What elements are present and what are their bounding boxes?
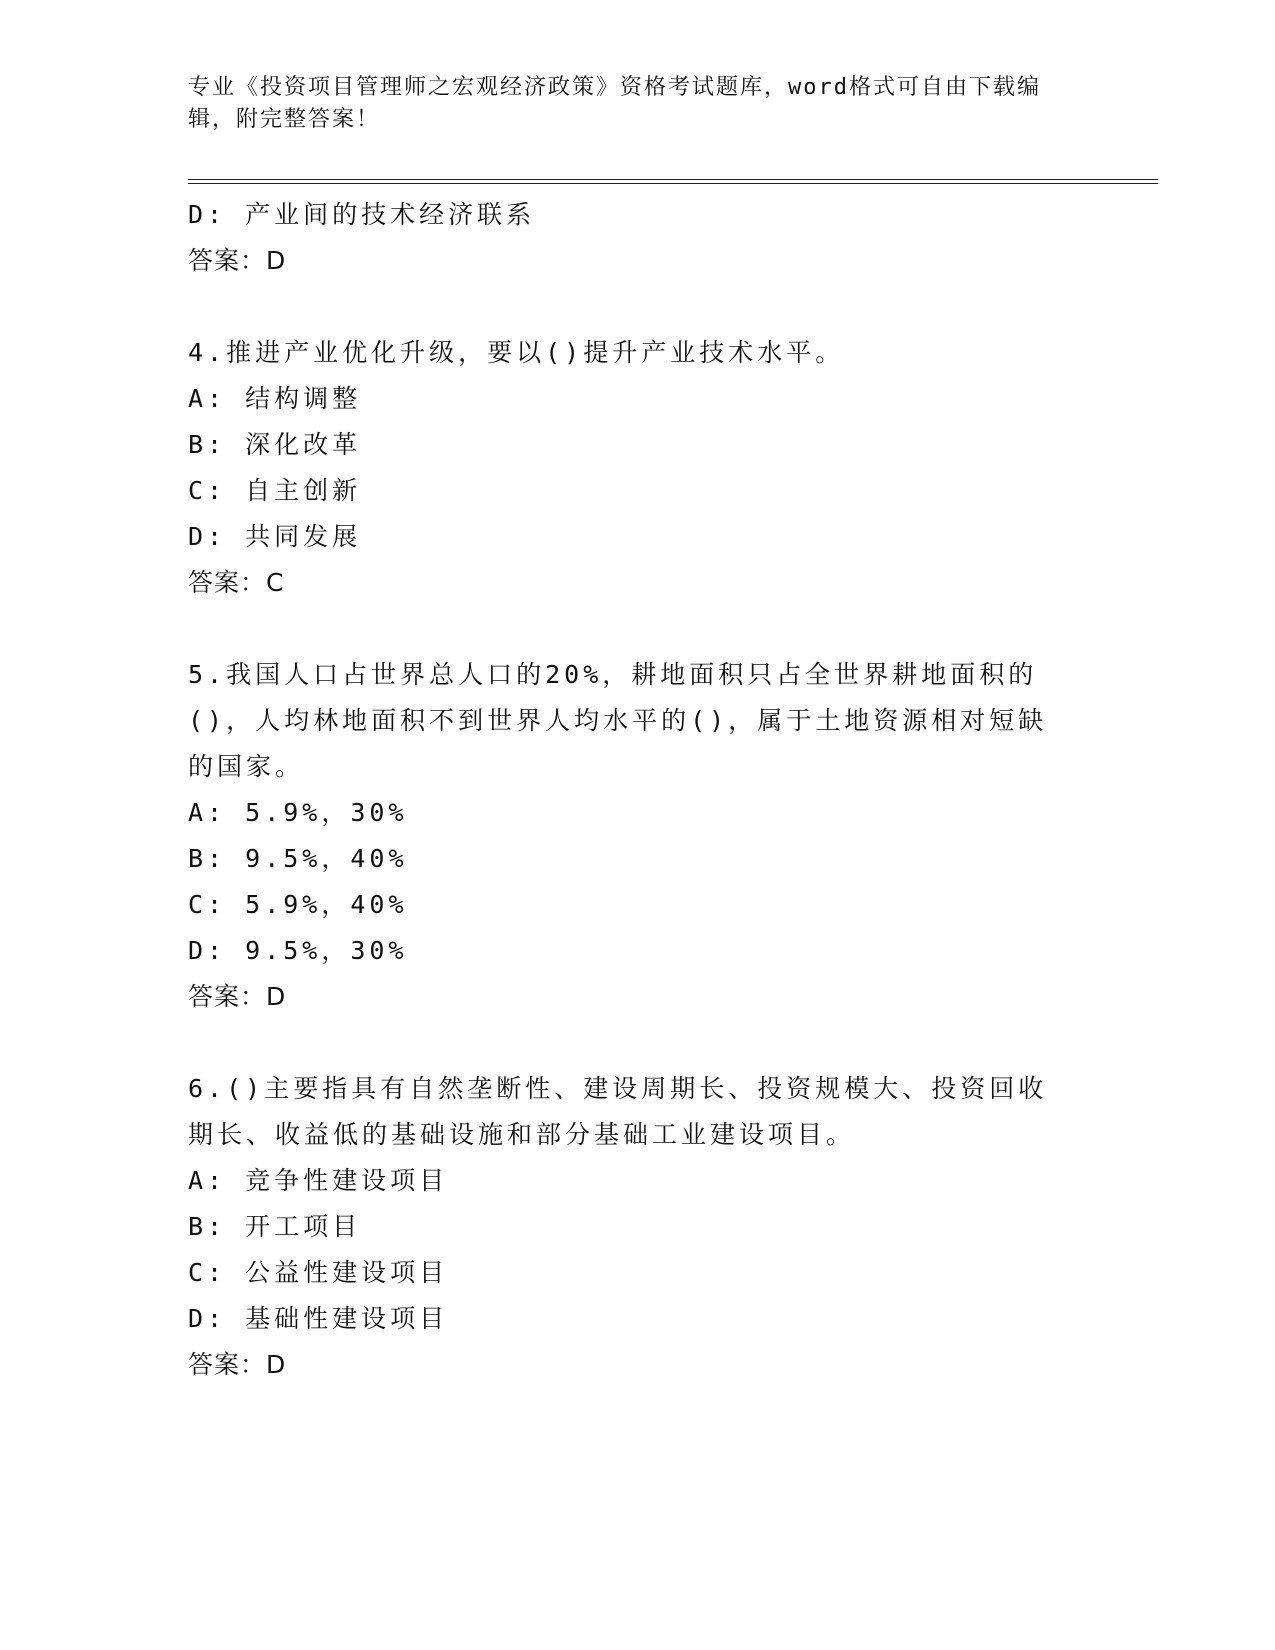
question-list [188,192,1088,1388]
answer: 答案：D [188,246,287,275]
spacer [188,284,1088,330]
option-d: D: 基础性建设项目 [188,1304,449,1333]
question-5 [188,652,1088,1020]
question-4 [188,330,1088,606]
option-a: A: 5.9%，30% [188,798,408,827]
option-c: C: 自主创新 [188,476,362,505]
spacer [188,1020,1088,1066]
option-b: B: 深化改革 [188,430,362,459]
question-stem: 6.()主要指具有自然垄断性、建设周期长、投资规模大、投资回收期长、收益低的基础设施和部分基础工业建设项目。 [188,1074,1048,1149]
answer: 答案：D [188,982,287,1011]
option-a: A: 结构调整 [188,384,362,413]
header-divider-top [188,179,1158,180]
option-d: D: 产业间的技术经济联系 [188,200,536,229]
option-c: C: 公益性建设项目 [188,1258,449,1287]
option-d: D: 共同发展 [188,522,362,551]
option-b: B: 9.5%，40% [188,844,408,873]
answer: 答案：C [188,568,285,597]
document-intro: 专业《投资项目管理师之宏观经济政策》资格考试题库，word格式可自由下载编辑，附完整答案！ [188,75,1041,132]
answer: 答案：D [188,1350,287,1379]
spacer [188,606,1088,652]
option-b: B: 开工项目 [188,1212,362,1241]
option-c: C: 5.9%，40% [188,890,408,919]
header-divider-bottom [188,183,1158,184]
question-stem: 4.推进产业优化升级，要以()提升产业技术水平。 [188,338,845,367]
option-d: D: 9.5%，30% [188,936,408,965]
question-6 [188,1066,1088,1388]
option-a: A: 竞争性建设项目 [188,1166,449,1195]
question-stem: 5.我国人口占世界总人口的20%，耕地面积只占全世界耕地面积的()，人均林地面积不到世界人均水平的()，属于土地资源相对短缺的国家。 [188,660,1048,781]
